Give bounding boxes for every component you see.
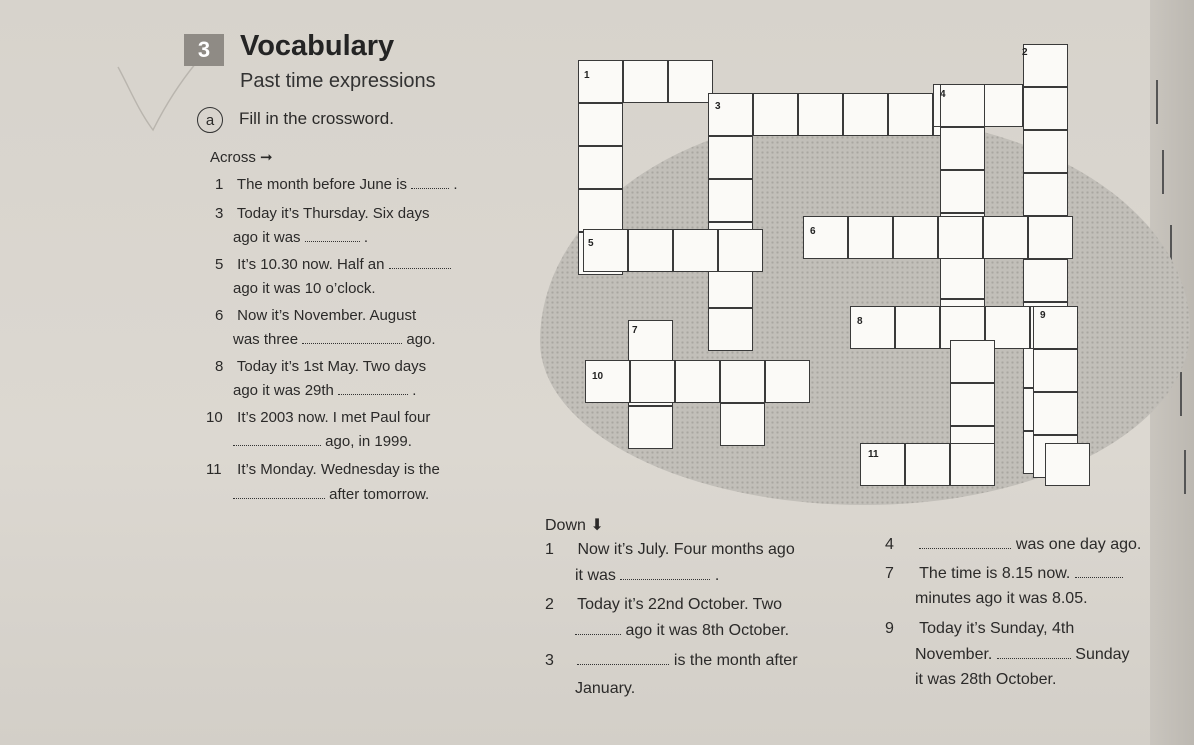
grid-clue-number: 6	[810, 226, 816, 237]
grid-clue-number: 7	[632, 325, 638, 336]
down-clue-3-cont	[575, 680, 635, 698]
clue-text: It’s 10.30 now. Half an	[237, 256, 385, 273]
clue-text: after tomorrow.	[329, 486, 430, 503]
down-clue-4	[885, 536, 1141, 554]
grid-clue-number: 9	[1040, 310, 1046, 321]
down-clue-2	[545, 596, 782, 614]
answer-blank	[1075, 565, 1123, 578]
clue-text: Now it’s November. August	[237, 307, 417, 324]
clue-text: Today it’s 22nd October. Two	[577, 596, 783, 613]
across-clue-10	[206, 409, 430, 427]
crossword-cell[interactable]	[765, 360, 810, 403]
answer-blank	[233, 433, 321, 446]
clue-text: Today it’s 1st May. Two days	[236, 358, 427, 375]
grid-clue-number: 10	[592, 371, 604, 382]
clue-text: It’s Monday. Wednesday is the	[237, 461, 440, 478]
crossword-cell[interactable]	[718, 229, 763, 272]
grid-clue-number: 11	[868, 449, 879, 460]
crossword-cell[interactable]	[1033, 349, 1078, 392]
clue-number: 3	[545, 652, 554, 669]
crossword-cell[interactable]	[940, 127, 985, 170]
clue-text: ago it was	[233, 229, 301, 246]
crossword-cell[interactable]	[628, 229, 673, 272]
clue-text: The month before June is	[236, 176, 408, 193]
crossword-cell[interactable]	[1023, 259, 1068, 302]
clue-text: .	[714, 567, 720, 584]
down-clue-1-cont	[575, 567, 719, 585]
clue-text: .	[363, 229, 369, 246]
across-clue-6	[215, 307, 416, 325]
instruction-text: Fill in the crossword.	[239, 109, 394, 128]
across-clue-6-cont	[233, 331, 436, 349]
answer-blank	[577, 652, 669, 665]
crossword-cell[interactable]	[675, 360, 720, 403]
answer-blank	[919, 536, 1011, 549]
crossword-cell[interactable]	[628, 406, 673, 449]
crossword-cell[interactable]	[578, 103, 623, 146]
grid-clue-number: 4	[940, 89, 946, 100]
crossword-cell[interactable]	[720, 360, 765, 403]
clue-text: ago it was 10 o’clock.	[233, 280, 376, 297]
across-clue-1	[215, 176, 458, 194]
answer-blank	[997, 646, 1071, 659]
down-clue-3	[545, 652, 798, 670]
crossword-cell[interactable]	[950, 340, 995, 383]
crossword-cell[interactable]	[753, 93, 798, 136]
crossword-cell[interactable]	[950, 443, 995, 486]
crossword-cell[interactable]	[888, 93, 933, 136]
clue-text: it was	[575, 567, 616, 584]
clue-number: 1	[215, 176, 224, 193]
crossword-cell[interactable]	[708, 136, 753, 179]
down-heading: Down ⬇	[545, 517, 604, 534]
clue-text: It’s 2003 now. I met Paul four	[237, 409, 431, 426]
grid-clue-number: 2	[1022, 47, 1028, 58]
clue-number: 7	[885, 565, 894, 582]
clue-number: 3	[215, 205, 224, 222]
page-edge-mark	[1184, 450, 1186, 494]
crossword-cell[interactable]	[950, 383, 995, 426]
clue-number: 5	[215, 256, 224, 273]
crossword-cell[interactable]	[798, 93, 843, 136]
clue-number: 6	[215, 307, 224, 324]
clue-text: minutes ago it was 8.05.	[915, 590, 1088, 607]
crossword-cell[interactable]	[720, 403, 765, 446]
crossword-cell[interactable]	[860, 443, 905, 486]
crossword-cell[interactable]	[940, 84, 985, 127]
crossword-cell[interactable]	[843, 93, 888, 136]
clue-text: ago, in 1999.	[325, 433, 412, 450]
across-clue-3-cont	[233, 229, 368, 247]
clue-number: 11	[206, 461, 222, 478]
clue-number: 10	[206, 409, 223, 426]
down-clue-9-cont2	[915, 671, 1056, 689]
crossword-cell[interactable]	[850, 306, 895, 349]
clue-text: January.	[575, 680, 636, 697]
clue-text: was three	[233, 331, 299, 348]
down-clue-1	[545, 541, 795, 559]
crossword-cell[interactable]	[708, 93, 753, 136]
crossword-cell[interactable]	[1033, 392, 1078, 435]
across-clue-3	[215, 205, 430, 223]
across-clue-8-cont	[233, 382, 416, 400]
answer-blank	[575, 622, 621, 635]
clue-number: 8	[215, 358, 224, 375]
crossword-cell[interactable]	[578, 189, 623, 232]
across-clue-10-cont	[233, 433, 412, 451]
crossword-cell[interactable]	[623, 60, 668, 103]
clue-text: ago it was 29th	[233, 382, 334, 399]
section-number: 3	[184, 34, 224, 66]
clue-text: The time is 8.15 now.	[919, 565, 1071, 582]
clue-text: was one day ago.	[1015, 536, 1142, 553]
clue-text: .	[453, 176, 458, 193]
answer-blank	[338, 382, 408, 395]
crossword-cell[interactable]	[940, 256, 985, 299]
down-clue-7	[885, 565, 1123, 583]
crossword-cell[interactable]	[1045, 443, 1090, 486]
crossword-cell[interactable]	[848, 216, 893, 259]
down-clue-9	[885, 620, 1074, 638]
crossword-cell[interactable]	[1023, 44, 1068, 87]
clue-text: Sunday	[1075, 646, 1130, 663]
answer-blank	[233, 486, 325, 499]
grid-clue-number: 1	[584, 70, 590, 81]
clue-text: .	[412, 382, 417, 399]
clue-text: is the month after	[673, 652, 798, 669]
page-subtitle: Past time expressions	[240, 70, 436, 92]
crossword-cell[interactable]	[1023, 87, 1068, 130]
down-clue-2-cont	[575, 622, 789, 640]
crossword-cell[interactable]	[1028, 216, 1073, 259]
down-clue-7-cont	[915, 590, 1088, 608]
clue-text: Today it’s Thursday. Six days	[236, 205, 430, 222]
crossword-cell[interactable]	[578, 60, 623, 103]
across-clue-5-cont	[233, 280, 376, 298]
across-clue-5	[215, 256, 451, 274]
page-edge-mark	[1162, 150, 1164, 194]
answer-blank	[411, 176, 449, 189]
crossword-cell[interactable]	[1023, 173, 1068, 216]
instruction-badge: a	[197, 107, 223, 133]
crossword-cell[interactable]	[708, 308, 753, 351]
answer-blank	[389, 256, 451, 269]
across-clue-11-cont	[233, 486, 429, 504]
crossword-cell[interactable]	[803, 216, 848, 259]
grid-clue-number: 5	[588, 238, 594, 249]
answer-blank	[302, 331, 402, 344]
crossword-cell[interactable]	[938, 216, 983, 259]
clue-number: 9	[885, 620, 894, 637]
crossword-cell[interactable]	[673, 229, 718, 272]
crossword-cell[interactable]	[578, 146, 623, 189]
clue-text: November.	[915, 646, 993, 663]
grid-clue-number: 3	[715, 101, 721, 112]
clue-text: ago.	[406, 331, 436, 348]
pencil-mark-icon	[108, 55, 198, 135]
clue-text: it was 28th October.	[915, 671, 1057, 688]
clue-number: 1	[545, 541, 554, 558]
page-edge-mark	[1180, 372, 1182, 416]
across-heading: Across ➞	[210, 149, 273, 166]
crossword-cell[interactable]	[983, 216, 1028, 259]
clue-text: Today it’s Sunday, 4th	[919, 620, 1075, 637]
crossword-cell[interactable]	[895, 306, 940, 349]
clue-text: ago it was 8th October.	[625, 622, 790, 639]
crossword-cell[interactable]	[905, 443, 950, 486]
page-edge-mark	[1156, 80, 1158, 124]
answer-blank	[305, 229, 360, 242]
grid-clue-number: 8	[857, 316, 863, 327]
crossword-cell[interactable]	[1023, 130, 1068, 173]
crossword-cell[interactable]	[708, 179, 753, 222]
down-clue-9-cont	[915, 646, 1130, 664]
answer-blank	[620, 567, 710, 580]
crossword-cell[interactable]	[893, 216, 938, 259]
crossword-cell[interactable]	[940, 170, 985, 213]
crossword-cell[interactable]	[668, 60, 713, 103]
across-clue-8	[215, 358, 426, 376]
clue-text: Now it’s July. Four months ago	[577, 541, 795, 558]
crossword-cell[interactable]	[583, 229, 628, 272]
across-clue-11	[206, 461, 440, 479]
clue-number: 4	[885, 536, 894, 553]
crossword-cell[interactable]	[630, 360, 675, 403]
page-title: Vocabulary	[240, 30, 395, 62]
clue-number: 2	[545, 596, 554, 613]
